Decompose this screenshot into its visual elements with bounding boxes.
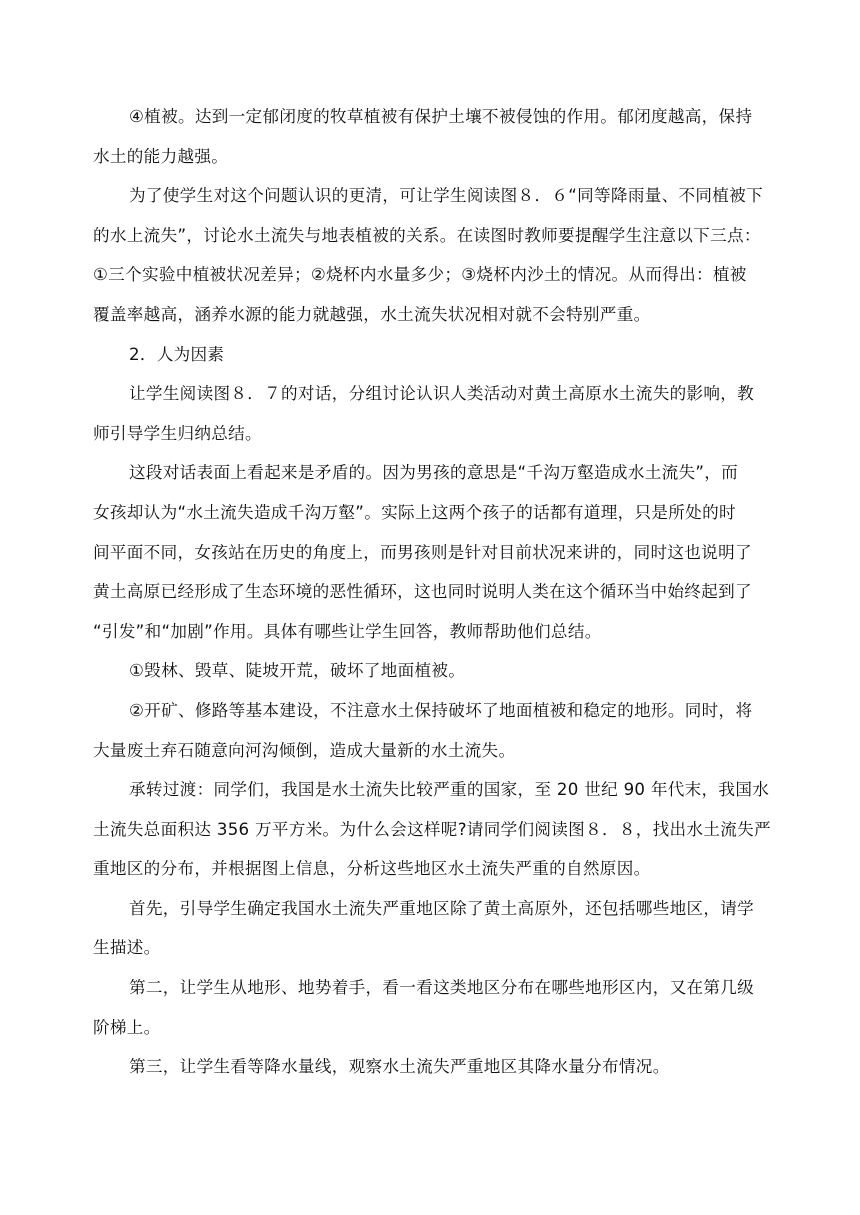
text-line: 生描述。 — [93, 938, 161, 958]
text-line: 重地区的分布，并根据图上信息，分析这些地区水土流失严重的自然原因。 — [93, 859, 651, 879]
text-line: 土流失总面积达 356 万平方米。为什么会这样呢?请同学们阅读图８．８，找出水土流失严 — [93, 819, 771, 839]
text-line: 第三，让学生看等降水量线，观察水土流失严重地区其降水量分布情况。 — [129, 1057, 670, 1077]
text-line: 覆盖率越高，涵养水源的能力就越强，水土流失状况相对就不会特别严重。 — [93, 304, 651, 324]
text-line: 黄土高原已经形成了生态环境的恶性循环，这也同时说明人类在这个循环当中始终起到了 — [93, 582, 752, 602]
list-item-1 — [93, 651, 778, 691]
text-line: 的水上流失”，讨论水土流失与地表植被的关系。在读图时教师要提醒学生注意以下三点： — [93, 225, 761, 245]
text-line: 间平面不同，女孩站在历史的角度上，而男孩则是针对目前状况来讲的，同时这也说明了 — [93, 542, 752, 562]
text-line: 第二，让学生从地形、地势着手，看一看这类地区分布在哪些地形区内，又在第几级 — [129, 978, 755, 998]
paragraph-figure-8-7 — [93, 374, 778, 453]
section-heading-human-factors — [93, 335, 778, 375]
paragraph-third — [93, 1047, 778, 1087]
list-item-2 — [93, 691, 778, 770]
text-line: 让学生阅读图８．７的对话，分组讨论认识人类活动对黄土高原水土流失的影响，教 — [129, 384, 755, 404]
text-line: 为了使学生对这个问题认识的更清，可让学生阅读图８．６“同等降雨量、不同植被下 — [129, 186, 763, 206]
paragraph-second — [93, 968, 778, 1047]
text-line: 师引导学生归纳总结。 — [93, 423, 262, 443]
text-line: 阶梯上。 — [93, 1017, 161, 1037]
paragraph-figure-8-6 — [93, 176, 778, 334]
text-line: 这段对话表面上看起来是矛盾的。因为男孩的意思是“千沟万壑造成水土流失”，而 — [129, 463, 739, 483]
section-heading: 2．人为因素 — [129, 344, 225, 364]
paragraph-vegetation — [93, 97, 778, 176]
paragraph-first — [93, 889, 778, 968]
text-line: 水土的能力越强。 — [93, 146, 229, 166]
paragraph-transition — [93, 770, 778, 889]
text-line: ①毁林、毁草、陡坡开荒，破坏了地面植被。 — [129, 661, 466, 681]
text-line: ④植被。达到一定郁闭度的牧草植被有保护土壤不被侵蚀的作用。郁闭度越高，保持 — [129, 107, 753, 126]
text-line: 首先，引导学生确定我国水土流失严重地区除了黄土高原外，还包括哪些地区，请学 — [129, 898, 755, 918]
text-line: ①三个实验中植被状况差异；②烧杯内水量多少；③烧杯内沙土的情况。从而得出：植被 — [93, 265, 747, 285]
text-line: “引发”和“加剧”作用。具体有哪些让学生回答，教师帮助他们总结。 — [93, 621, 602, 641]
paragraph-dialogue — [93, 453, 778, 651]
text-line: 女孩却认为“水土流失造成千沟万壑”。实际上这两个孩子的话都有道理，只是所处的时 — [93, 502, 736, 522]
text-line: 承转过渡：同学们，我国是水土流失比较严重的国家，至 20 世纪 90 年代末，我国水 — [129, 780, 770, 800]
text-line: ②开矿、修路等基本建设，不注意水土保持破坏了地面植被和稳定的地形。同时，将 — [129, 700, 753, 720]
text-line: 大量废土弃石随意向河沟倾倒，造成大量新的水土流失。 — [93, 740, 516, 760]
